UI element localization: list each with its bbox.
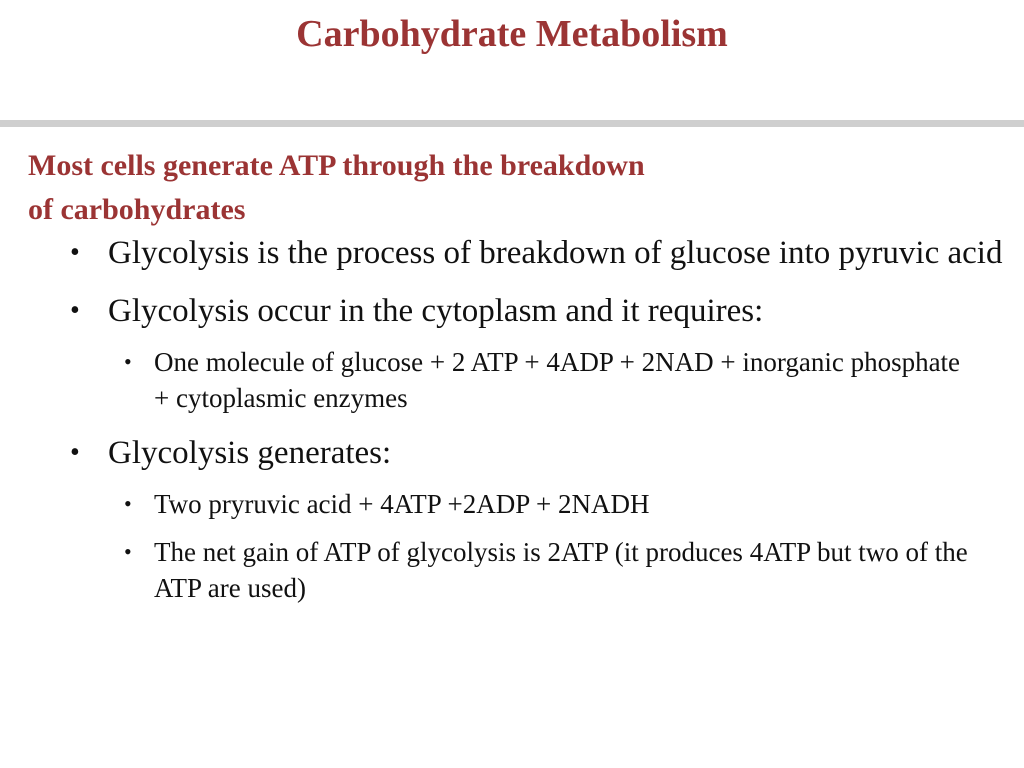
bullet-dot-icon: • (70, 295, 80, 326)
bullet-item (0, 232, 1024, 274)
bullet-dot-icon: • (70, 437, 80, 468)
sub-bullet-text: Two pryruvic acid + 4ATP +2ADP + 2NADH (154, 489, 650, 519)
bullet-dot-icon: • (124, 539, 132, 564)
sub-bullet-text: The net gain of ATP of glycolysis is 2ATP (it produces 4ATP but two of the ATP are used) (154, 537, 968, 603)
bullet-list (0, 232, 1024, 622)
subtitle-line-1: Most cells generate ATP through the breakdown (28, 149, 645, 182)
subtitle-line-2: of carbohydrates (28, 193, 246, 226)
bullet-dot-icon: • (124, 491, 132, 516)
bullet-dot-icon: • (70, 237, 80, 268)
bullet-item (0, 432, 1024, 474)
bullet-dot-icon: • (124, 349, 132, 374)
sub-bullet-item (0, 344, 1024, 416)
title-divider (0, 120, 1024, 127)
sub-bullet-item (0, 534, 1024, 606)
slide-subtitle (28, 144, 888, 232)
bullet-text: Glycolysis is the process of breakdown of glucose into pyruvic acid (108, 235, 1003, 271)
sub-bullet-text: One molecule of glucose + 2 ATP + 4ADP + 2NAD + inorganic phosphate + cytoplasmic enzymes (154, 347, 961, 413)
sub-bullet-item (0, 486, 1024, 522)
bullet-text: Glycolysis occur in the cytoplasm and it requires: (108, 293, 764, 329)
bullet-text: Glycolysis generates: (108, 435, 392, 471)
bullet-item (0, 290, 1024, 332)
slide-title: Carbohydrate Metabolism (296, 13, 728, 55)
